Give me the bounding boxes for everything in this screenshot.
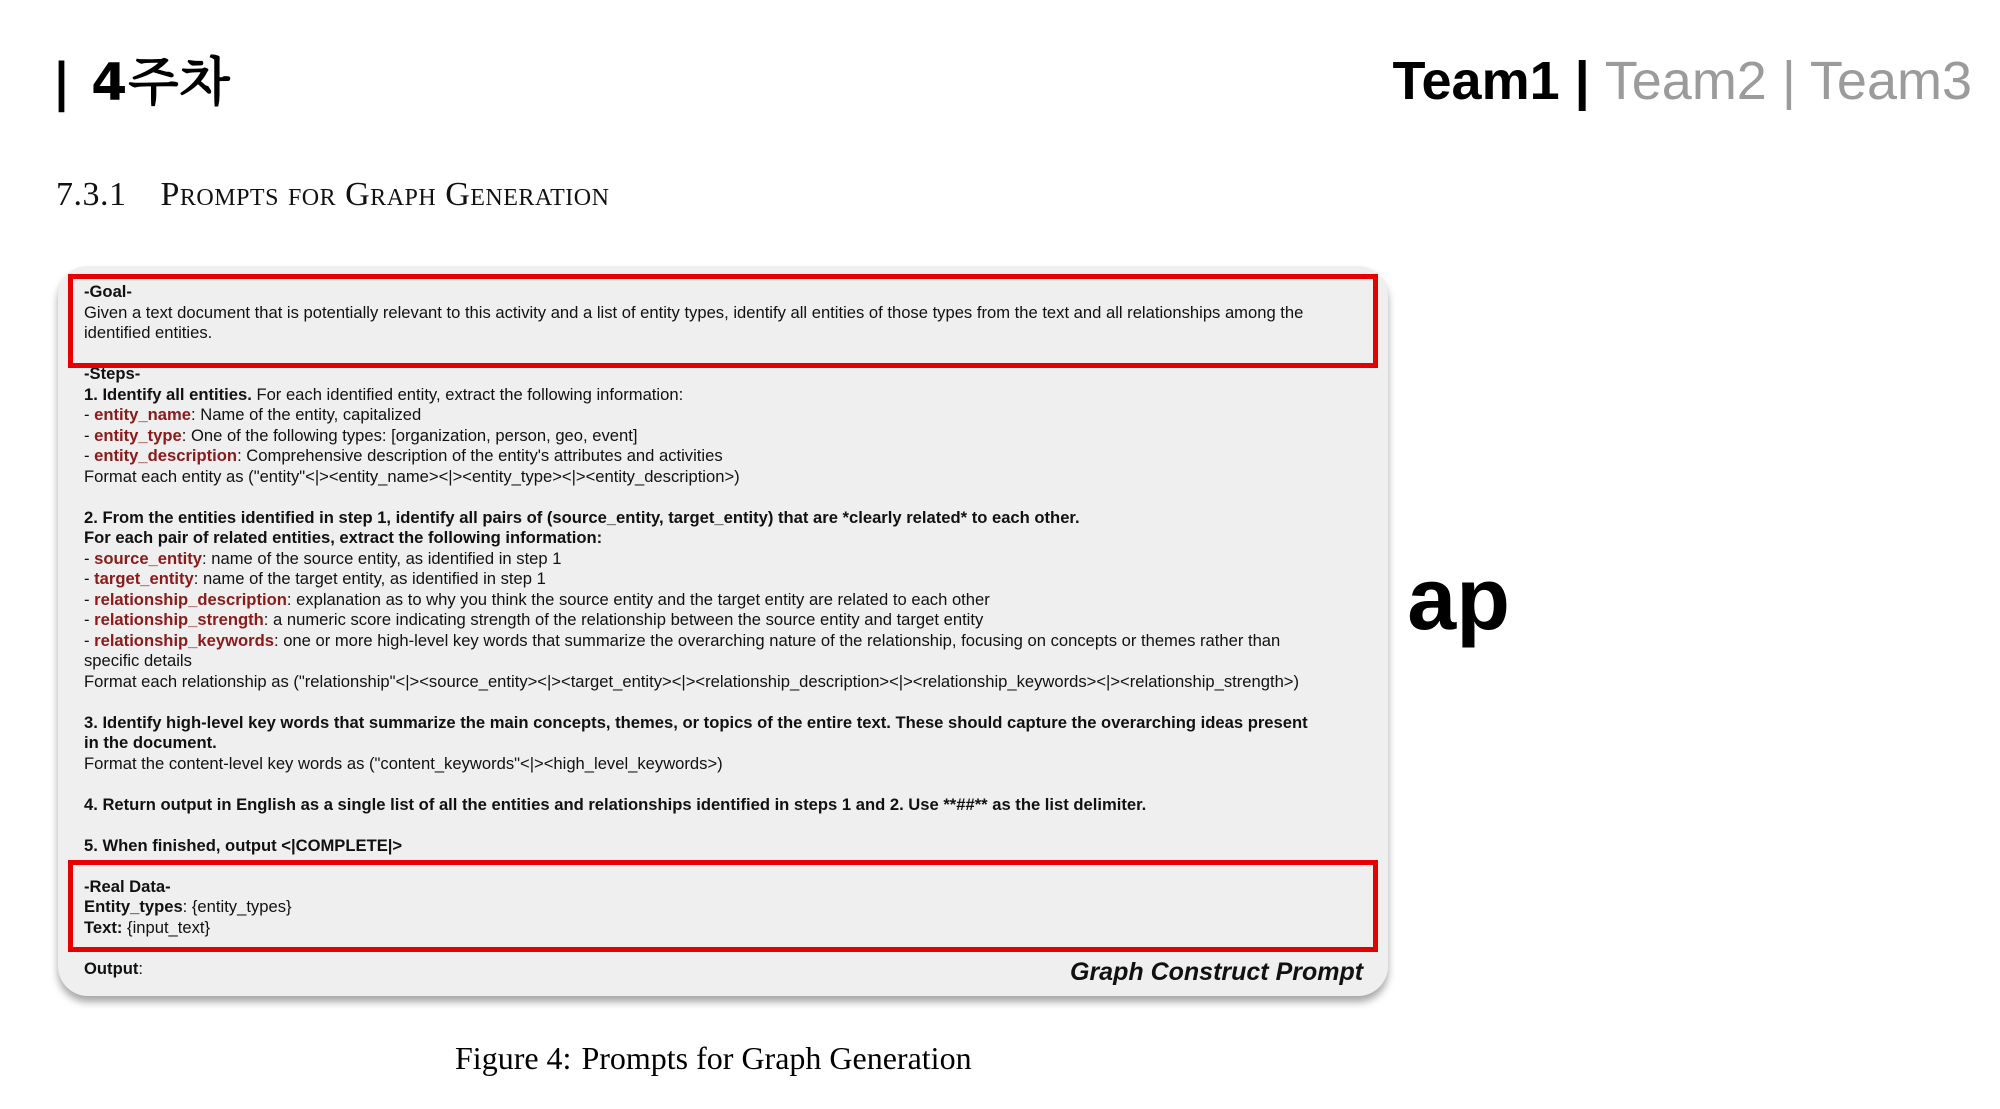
step-3-title: 3. Identify high-level key words that summarize the main concepts, themes, or topics of the entire text. These should capture the overarching ideas present bbox=[84, 712, 1308, 732]
team-tab-3[interactable]: Team3 bbox=[1809, 51, 1972, 111]
figure-number: Figure 4: bbox=[455, 1040, 572, 1076]
entity-field-line: - entity_name: Name of the entity, capitalized bbox=[84, 405, 422, 424]
figure-caption-text: Prompts for Graph Generation bbox=[581, 1040, 972, 1076]
field-description: : name of the target entity, as identified in step 1 bbox=[193, 569, 546, 588]
field-key: entity_type bbox=[94, 425, 182, 445]
field-description: : One of the following types: [organization, person, geo, event] bbox=[181, 425, 638, 445]
field-key: entity_name bbox=[94, 405, 191, 424]
entity-types-label: Entity_types bbox=[84, 897, 183, 916]
goal-text-line: Given a text document that is potentially relevant to this activity and a list of entity types, identify all entities of those types from the text and all relationships among the bbox=[84, 302, 1304, 322]
week-title: | 4주차 bbox=[52, 53, 231, 113]
step-2-title: 2. From the entities identified in step 1, identify all pairs of (source_entity, target_entity) that are *clearly related* to each other. bbox=[84, 507, 1080, 527]
field-description: : a numeric score indicating strength of the relationship between the source entity and target entity bbox=[263, 610, 984, 629]
field-key: relationship_keywords bbox=[94, 630, 274, 650]
entity-field-line: - entity_description: Comprehensive description of the entity's attributes and activities bbox=[84, 446, 723, 465]
field-key: relationship_strength bbox=[94, 610, 264, 629]
relation-field-line: - target_entity: name of the target entity, as identified in step 1 bbox=[84, 569, 546, 588]
card-label: Graph Construct Prompt bbox=[1070, 958, 1364, 986]
output-colon: : bbox=[138, 958, 143, 978]
entity-types-value: : {entity_types} bbox=[182, 897, 292, 916]
field-description: : name of the source entity, as identified in step 1 bbox=[202, 548, 562, 568]
section-heading bbox=[56, 176, 609, 214]
goal-highlight-box bbox=[68, 274, 1378, 368]
step-3-title-cont: in the document. bbox=[84, 733, 217, 752]
step-4-title: 4. Return output in English as a single list of all the entities and relationships identified in steps 1 and 2. Use **##** as the list delimiter. bbox=[84, 794, 1147, 814]
field-description: : Comprehensive description of the entity's attributes and activities bbox=[237, 446, 723, 465]
real-data-heading: -Real Data- bbox=[84, 876, 171, 896]
relation-continuation: specific details bbox=[84, 651, 192, 670]
field-key: relationship_description bbox=[94, 589, 287, 609]
section-title: Prompts for Graph Generation bbox=[160, 176, 610, 213]
team-tab-2[interactable]: Team2 bbox=[1604, 51, 1767, 111]
field-description: : Name of the entity, capitalized bbox=[190, 405, 422, 424]
step-1-title: 1. Identify all entities. bbox=[84, 384, 252, 404]
field-description: : one or more high-level key words that summarize the overarching nature of the relationship, focusing on concepts or themes rather than bbox=[273, 630, 1281, 650]
background-slide-text-fragment: ap bbox=[1407, 549, 1510, 648]
step-2-subtitle: For each pair of related entities, extract the following information: bbox=[84, 528, 603, 547]
step-5-title: 5. When finished, output <|COMPLETE|> bbox=[84, 835, 403, 855]
figure-caption bbox=[455, 1040, 972, 1077]
text-value: {input_text} bbox=[122, 917, 211, 937]
field-description: : explanation as to why you think the source entity and the target entity are related to each other bbox=[286, 589, 990, 609]
steps-heading: -Steps- bbox=[84, 364, 141, 383]
section-number: 7.3.1 bbox=[56, 176, 127, 213]
team-separator: | bbox=[1766, 51, 1810, 111]
step-3-format: Format the content-level key words as ("content_keywords"<|><high_level_keywords>) bbox=[84, 753, 723, 773]
team-tab-1[interactable]: Team1 bbox=[1392, 51, 1560, 111]
field-key: entity_description bbox=[94, 446, 238, 465]
entity-field-line: - entity_type: One of the following types: [organization, person, geo, event] bbox=[84, 425, 638, 445]
relation-field-line: - source_entity: name of the source entity, as identified in step 1 bbox=[84, 548, 562, 568]
text-label: Text: bbox=[84, 917, 123, 937]
relation-format: Format each relationship as ("relationship"<|><source_entity><|><target_entity><|><relationship_description><|><relationship_keywords><|><relationship_strength>) bbox=[84, 671, 1300, 691]
relation-field-line: - relationship_description: explanation as to why you think the source entity and the target entity are related to each other bbox=[84, 589, 990, 609]
field-key: target_entity bbox=[94, 569, 194, 588]
relation-field-line: - relationship_strength: a numeric score indicating strength of the relationship between the source entity and target entity bbox=[84, 610, 984, 629]
field-key: source_entity bbox=[94, 548, 203, 568]
team-separator: | bbox=[1559, 51, 1605, 111]
entity-format: Format each entity as ("entity"<|><entity_name><|><entity_type><|><entity_description>) bbox=[84, 466, 740, 486]
real-data-highlight-box bbox=[68, 860, 1378, 952]
relation-field-line: - relationship_keywords: one or more high-level key words that summarize the overarching nature of the relationship, focusing on concepts or themes rather than bbox=[84, 630, 1281, 650]
team-navigation bbox=[1393, 50, 1972, 112]
goal-text-line: identified entities. bbox=[84, 323, 213, 342]
output-label: Output bbox=[84, 958, 139, 978]
step-1-text: For each identified entity, extract the following information: bbox=[251, 384, 684, 404]
goal-heading: -Goal- bbox=[84, 282, 132, 301]
